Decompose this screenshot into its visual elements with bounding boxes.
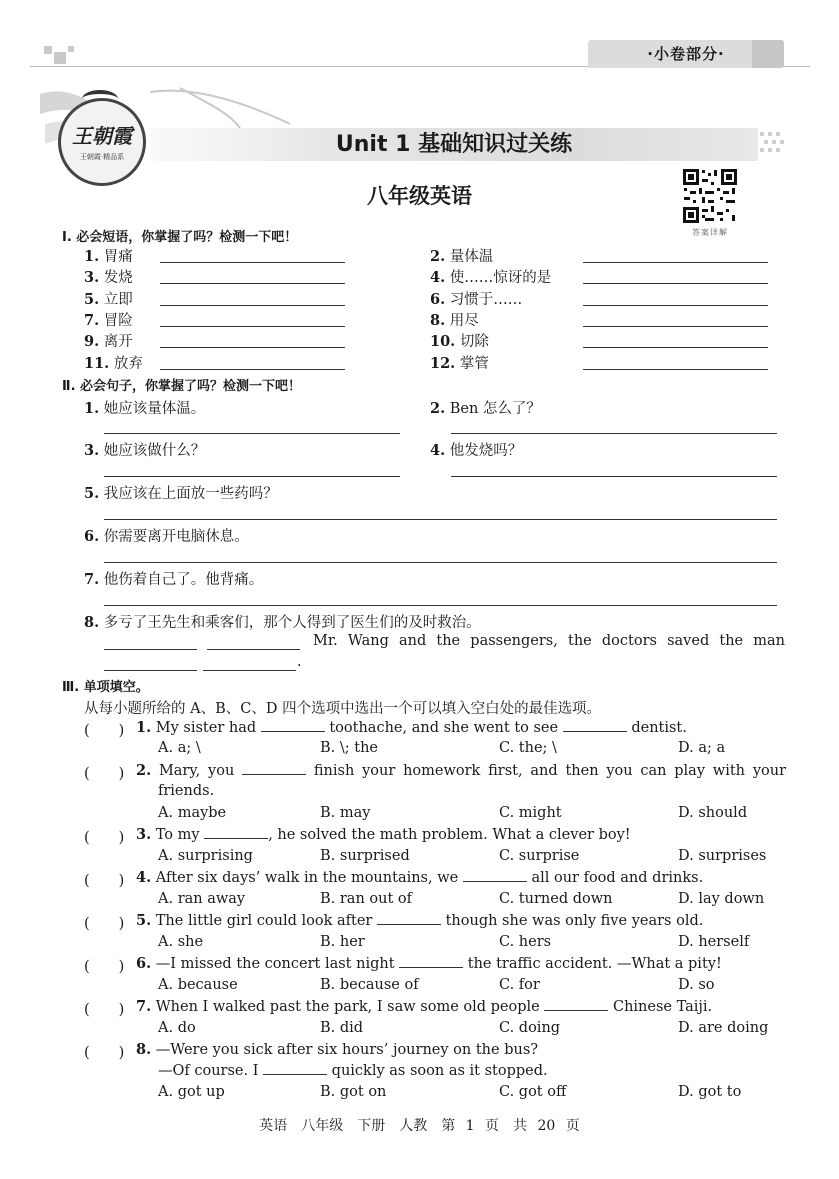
option[interactable]: D. are doing (678, 1020, 769, 1036)
phrase-item: 10. 切除 (430, 333, 489, 350)
section-tag-end (752, 40, 784, 68)
crown-icon (82, 90, 118, 108)
blank[interactable] (261, 731, 325, 732)
phrase-item: 12. 掌管 (430, 355, 489, 372)
section-tag: ·小卷部分· (588, 40, 784, 68)
option[interactable]: C. might (499, 805, 562, 821)
phrase-item: 3. 发烧 (84, 269, 133, 286)
phrase-item: 6. 习惯于…… (430, 291, 523, 308)
logo-name: 王朝霞 (72, 124, 132, 148)
deco-square (44, 46, 52, 54)
option[interactable]: D. so (678, 977, 715, 993)
blank[interactable] (399, 967, 463, 968)
option[interactable]: B. surprised (320, 848, 410, 864)
option[interactable]: C. hers (499, 934, 552, 950)
option[interactable]: D. lay down (678, 891, 765, 907)
logo-subtext: 王朝霞·精品系 (79, 153, 125, 161)
answer-line[interactable] (160, 262, 345, 263)
blank[interactable] (204, 838, 268, 839)
answer-line[interactable] (583, 283, 768, 284)
question-stem: 4. After six days’ walk in the mountains, we all our food and drinks. (136, 869, 704, 886)
answer-blank[interactable] (104, 649, 197, 650)
banner-dots (758, 128, 788, 162)
answer-line[interactable] (583, 262, 768, 263)
answer-line[interactable] (104, 605, 777, 606)
sentence-item: 6. 你需要离开电脑休息。 (84, 528, 249, 545)
question-stem: 3. To my , he solved the math problem. What a clever boy! (136, 826, 631, 843)
question-continuation: friends. (158, 783, 215, 799)
option[interactable]: D. should (678, 805, 748, 821)
answer-line[interactable] (160, 305, 345, 306)
answer-paren[interactable]: ( ) (84, 1002, 125, 1018)
answer-line[interactable] (160, 326, 345, 327)
section-3-instruction: 从每小题所给的 A、B、C、D 四个选项中选出一个可以填入空白处的最佳选项。 (84, 701, 602, 717)
option[interactable]: C. the; \ (499, 740, 557, 756)
option[interactable]: A. ran away (158, 891, 246, 907)
option[interactable]: B. did (320, 1020, 364, 1036)
question-stem: 7. When I walked past the park, I saw some old people Chinese Taiji. (136, 998, 713, 1015)
section-2-heading: Ⅱ. 必会句子，你掌握了吗？检测一下吧！ (62, 379, 302, 394)
option[interactable]: A. do (158, 1020, 196, 1036)
question-stem: 6. —I missed the concert last night the traffic accident. —What a pity! (136, 955, 722, 972)
phrase-item: 7. 冒险 (84, 312, 133, 329)
option[interactable]: C. for (499, 977, 540, 993)
answer-paren[interactable]: ( ) (84, 766, 125, 782)
option[interactable]: D. herself (678, 934, 750, 950)
option[interactable]: A. she (158, 934, 204, 950)
question-continuation: —Of course. I quickly as soon as it stopped. (158, 1063, 548, 1079)
phrase-item: 1. 胃痛 (84, 248, 133, 265)
blank[interactable] (242, 774, 306, 775)
answer-line[interactable] (104, 519, 777, 520)
option[interactable]: D. surprises (678, 848, 767, 864)
answer-paren[interactable]: ( ) (84, 916, 125, 932)
answer-paren[interactable]: ( ) (84, 1045, 125, 1061)
sentence-item: 1. 她应该量体温。 (84, 400, 206, 417)
section-3-heading: Ⅲ. 单项填空。 (62, 680, 149, 695)
answer-paren[interactable]: ( ) (84, 873, 125, 889)
option[interactable]: A. a; \ (158, 740, 201, 756)
page-footer: 英语 八年级 下册 人教 第 1 页 共 20 页 (259, 1118, 580, 1134)
sentence-item: 2. Ben 怎么了？ (430, 400, 541, 417)
option[interactable]: B. \; the (320, 740, 378, 756)
answer-line[interactable] (583, 326, 768, 327)
qr-code-icon (682, 168, 738, 224)
option[interactable]: B. may (320, 805, 371, 821)
blank[interactable] (377, 924, 441, 925)
answer-line[interactable] (451, 476, 777, 477)
sentence-item: 5. 我应该在上面放一些药吗？ (84, 485, 278, 502)
option[interactable]: A. because (158, 977, 238, 993)
answer-line[interactable] (160, 347, 345, 348)
answer-paren[interactable]: ( ) (84, 959, 125, 975)
answer-line[interactable] (583, 369, 768, 370)
phrase-item: 11. 放弃 (84, 355, 143, 372)
phrase-item: 9. 离开 (84, 333, 133, 350)
option[interactable]: B. because of (320, 977, 419, 993)
answer-line[interactable] (160, 369, 345, 370)
answer-line[interactable] (160, 283, 345, 284)
sentence-8-text: Mr. Wang and the passengers, the doctors saved the man (313, 633, 785, 649)
deco-square (54, 52, 66, 64)
answer-paren[interactable]: ( ) (84, 830, 125, 846)
blank[interactable] (463, 881, 527, 882)
option[interactable]: C. doing (499, 1020, 561, 1036)
answer-line[interactable] (583, 347, 768, 348)
option[interactable]: C. surprise (499, 848, 580, 864)
answer-blank[interactable] (203, 670, 296, 671)
section-1-heading: Ⅰ. 必会短语，你掌握了吗？检测一下吧！ (62, 230, 298, 245)
option[interactable]: D. a; a (678, 740, 726, 756)
sentence-item: 4. 他发烧吗？ (430, 442, 523, 459)
blank[interactable] (563, 731, 627, 732)
answer-blank[interactable] (104, 670, 197, 671)
blank[interactable] (263, 1074, 327, 1075)
phrase-item: 5. 立即 (84, 291, 133, 308)
deco-square (68, 46, 74, 52)
option[interactable]: B. ran out of (320, 891, 412, 907)
qr-caption: 答案详解 (692, 228, 728, 237)
option[interactable]: B. her (320, 934, 365, 950)
sentence-item: 8. 多亏了王先生和乘客们，那个人得到了医生们的及时救治。 (84, 614, 481, 631)
sentence-item: 3. 她应该做什么？ (84, 442, 206, 459)
sentence-end-period: . (297, 654, 302, 670)
answer-blank[interactable] (207, 649, 300, 650)
sentence-item: 7. 他伤着自己了。他背痛。 (84, 571, 264, 588)
option[interactable]: A. maybe (158, 805, 227, 821)
option[interactable]: C. turned down (499, 891, 613, 907)
question-stem: 1. My sister had toothache, and she went to see dentist. (136, 719, 687, 736)
page-title: Unit 1 基础知识过关练 (335, 132, 573, 157)
answer-line[interactable] (583, 305, 768, 306)
question-stem: 2. Mary, you finish your homework first, and then you can play with your (136, 762, 787, 779)
option[interactable]: B. got on (320, 1084, 387, 1100)
answer-line[interactable] (104, 562, 777, 563)
option[interactable]: A. surprising (158, 848, 253, 864)
answer-paren[interactable]: ( ) (84, 723, 125, 739)
answer-line[interactable] (104, 476, 400, 477)
option[interactable]: A. got up (158, 1084, 225, 1100)
blank[interactable] (544, 1010, 608, 1011)
answer-line[interactable] (451, 433, 777, 434)
answer-line[interactable] (104, 433, 400, 434)
option[interactable]: D. got to (678, 1084, 742, 1100)
page-subtitle: 八年级英语 (367, 184, 472, 208)
question-stem: 5. The little girl could look after though she was only five years old. (136, 912, 704, 929)
question-stem: 8. —Were you sick after six hours’ journey on the bus? (136, 1041, 539, 1058)
phrase-item: 4. 使……惊讶的是 (430, 269, 552, 286)
option[interactable]: C. got off (499, 1084, 567, 1100)
phrase-item: 2. 量体温 (430, 248, 494, 265)
phrase-item: 8. 用尽 (430, 312, 479, 329)
